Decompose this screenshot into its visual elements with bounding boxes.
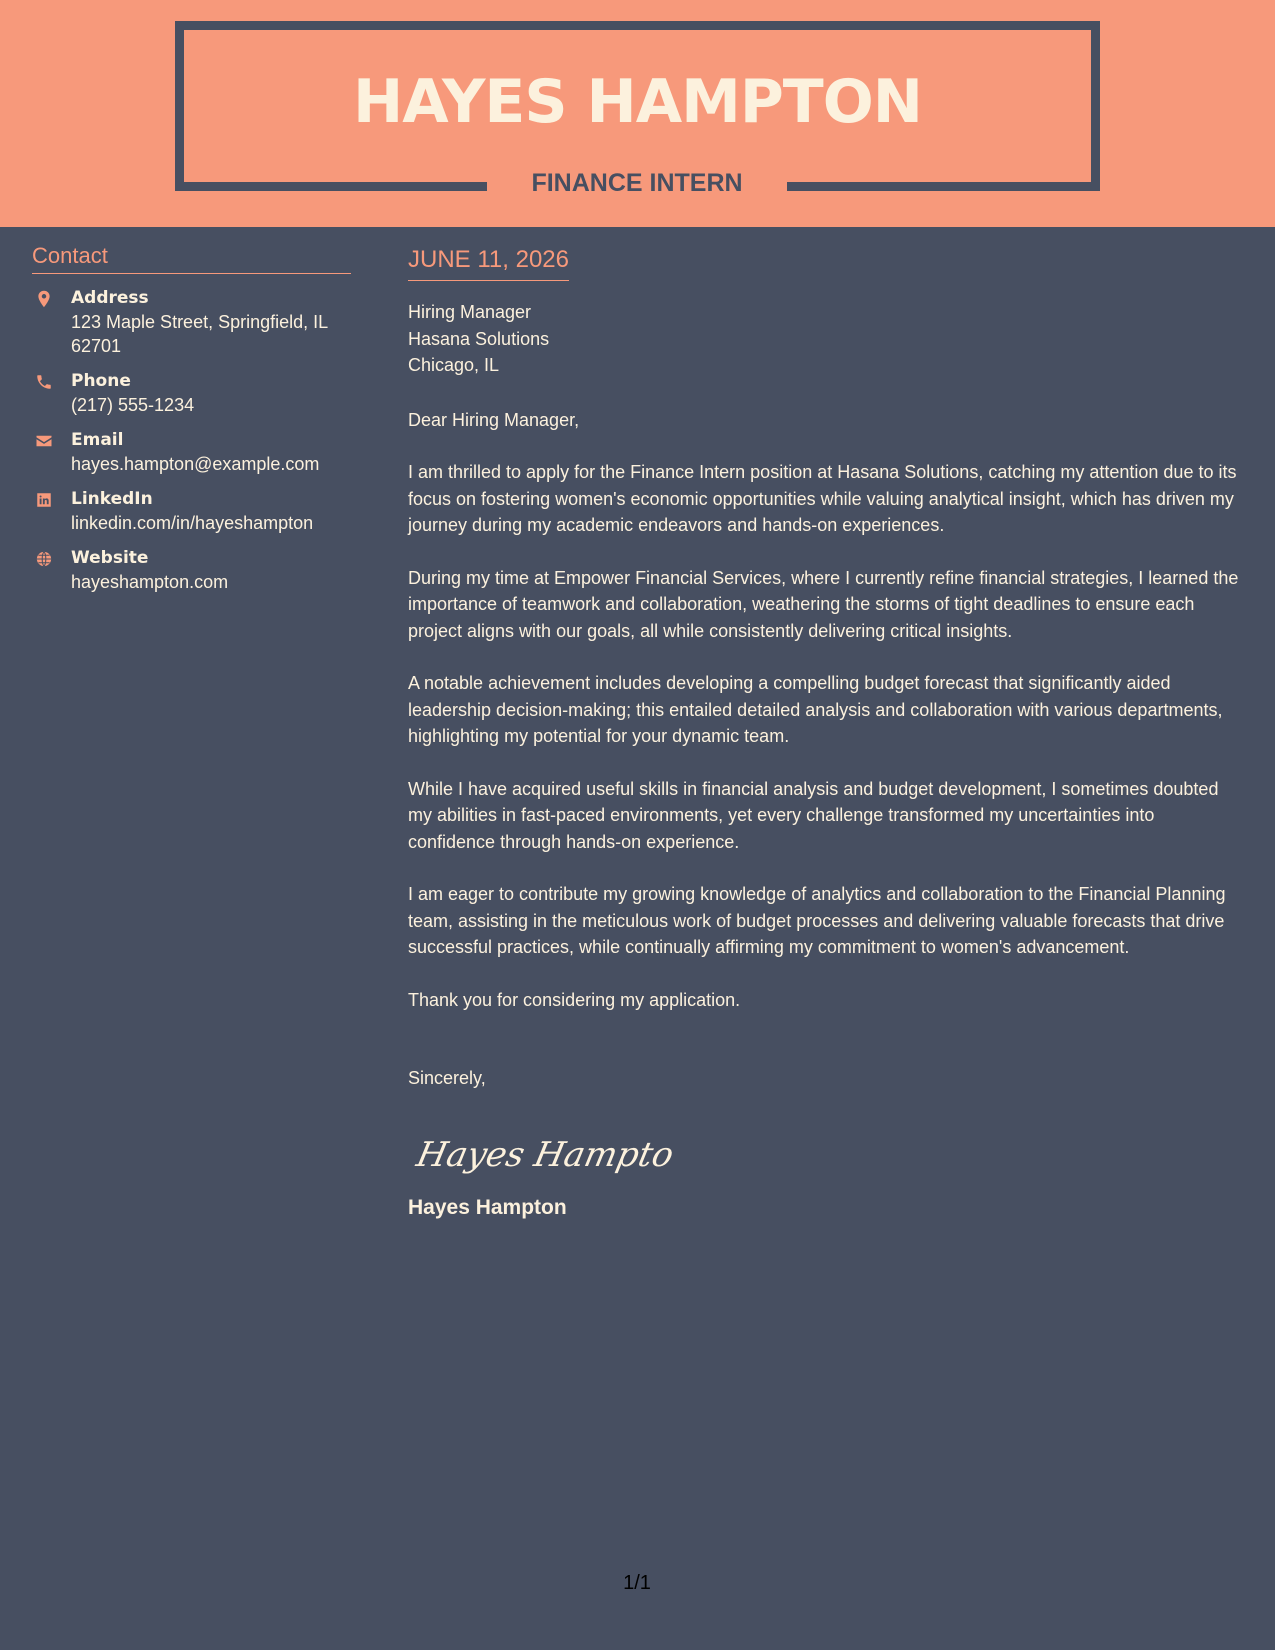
contact-email bbox=[32, 428, 351, 476]
paragraph-5: I am eager to contribute my growing knowledge of analytics and collaboration to the Financial Planning team, assisting in the meticulous work of budget processes and delivering valuable forecasts that drive successful practices, while continually affirming my commitment to women's advancement. bbox=[408, 884, 1226, 957]
contact-heading: Contact bbox=[32, 242, 351, 274]
paragraph-2: During my time at Empower Financial Services, where I currently refine financial strategies, I learned the importance of teamwork and collaboration, weathering the storms of tight deadlines to ensure each project aligns with our goals, all while consistently delivering critical insights. bbox=[408, 567, 1239, 641]
website-value[interactable]: hayeshampton.com bbox=[71, 572, 229, 592]
contact-address bbox=[32, 286, 351, 358]
header-banner bbox=[0, 0, 1275, 227]
applicant-name: HAYES HAMPTON bbox=[353, 67, 922, 137]
email-label: Email bbox=[71, 430, 124, 450]
paragraph-6: Thank you for considering my application. bbox=[408, 989, 741, 1010]
signature-image bbox=[412, 1124, 672, 1180]
phone-icon bbox=[35, 373, 53, 391]
address-value: 123 Maple Street, Springfield, IL 62701 bbox=[71, 312, 328, 356]
recipient-name: Hiring Manager bbox=[408, 302, 532, 322]
contact-linkedin bbox=[32, 487, 351, 535]
email-value[interactable]: hayes.hampton@example.com bbox=[71, 454, 320, 474]
paragraph-1: I am thrilled to apply for the Finance Intern position at Hasana Solutions, catching my attention due to its focus on fostering women's economic opportunities while valuing analytical insight, which has driven my journey during my academic endeavors and hands-on experiences. bbox=[408, 462, 1237, 535]
page-number: 1/1 bbox=[623, 1572, 651, 1594]
address-label: Address bbox=[71, 288, 149, 308]
signature-text: Hayes Hampton bbox=[413, 1134, 672, 1175]
website-label: Website bbox=[71, 548, 149, 568]
recipient-company: Hasana Solutions bbox=[408, 328, 550, 349]
linkedin-value[interactable]: linkedin.com/in/hayeshampton bbox=[71, 513, 314, 533]
linkedin-icon bbox=[35, 491, 53, 509]
job-title: FINANCE INTERN bbox=[531, 169, 743, 197]
phone-label: Phone bbox=[71, 371, 131, 391]
paragraph-3: A notable achievement includes developing a compelling budget forecast that significantly aided leadership decision-making; this entailed detailed analysis and collaboration with various departments, highlighting my potential for your dynamic team. bbox=[408, 673, 1223, 746]
recipient-location: Chicago, IL bbox=[408, 355, 500, 375]
map-pin-icon bbox=[35, 290, 53, 308]
globe-icon bbox=[35, 550, 53, 568]
closing: Sincerely, bbox=[408, 1068, 486, 1088]
letter-date: JUNE 11, 2026 bbox=[408, 243, 569, 281]
letter-body bbox=[408, 243, 1243, 1223]
paragraph-4: While I have acquired useful skills in financial analysis and budget development, I sometimes doubted my abilities in fast-paced environments, yet every challenge transformed my uncertainties into confidence through hands-on experience. bbox=[408, 778, 1219, 852]
recipient-block bbox=[408, 299, 1243, 379]
contact-sidebar bbox=[32, 242, 351, 605]
salutation: Dear Hiring Manager, bbox=[408, 409, 580, 430]
linkedin-label: LinkedIn bbox=[71, 489, 153, 509]
contact-website bbox=[32, 546, 351, 594]
envelope-icon bbox=[35, 432, 53, 450]
phone-value: (217) 555-1234 bbox=[71, 395, 195, 415]
signed-name: Hayes Hampton bbox=[408, 1195, 567, 1219]
contact-phone bbox=[32, 369, 351, 417]
